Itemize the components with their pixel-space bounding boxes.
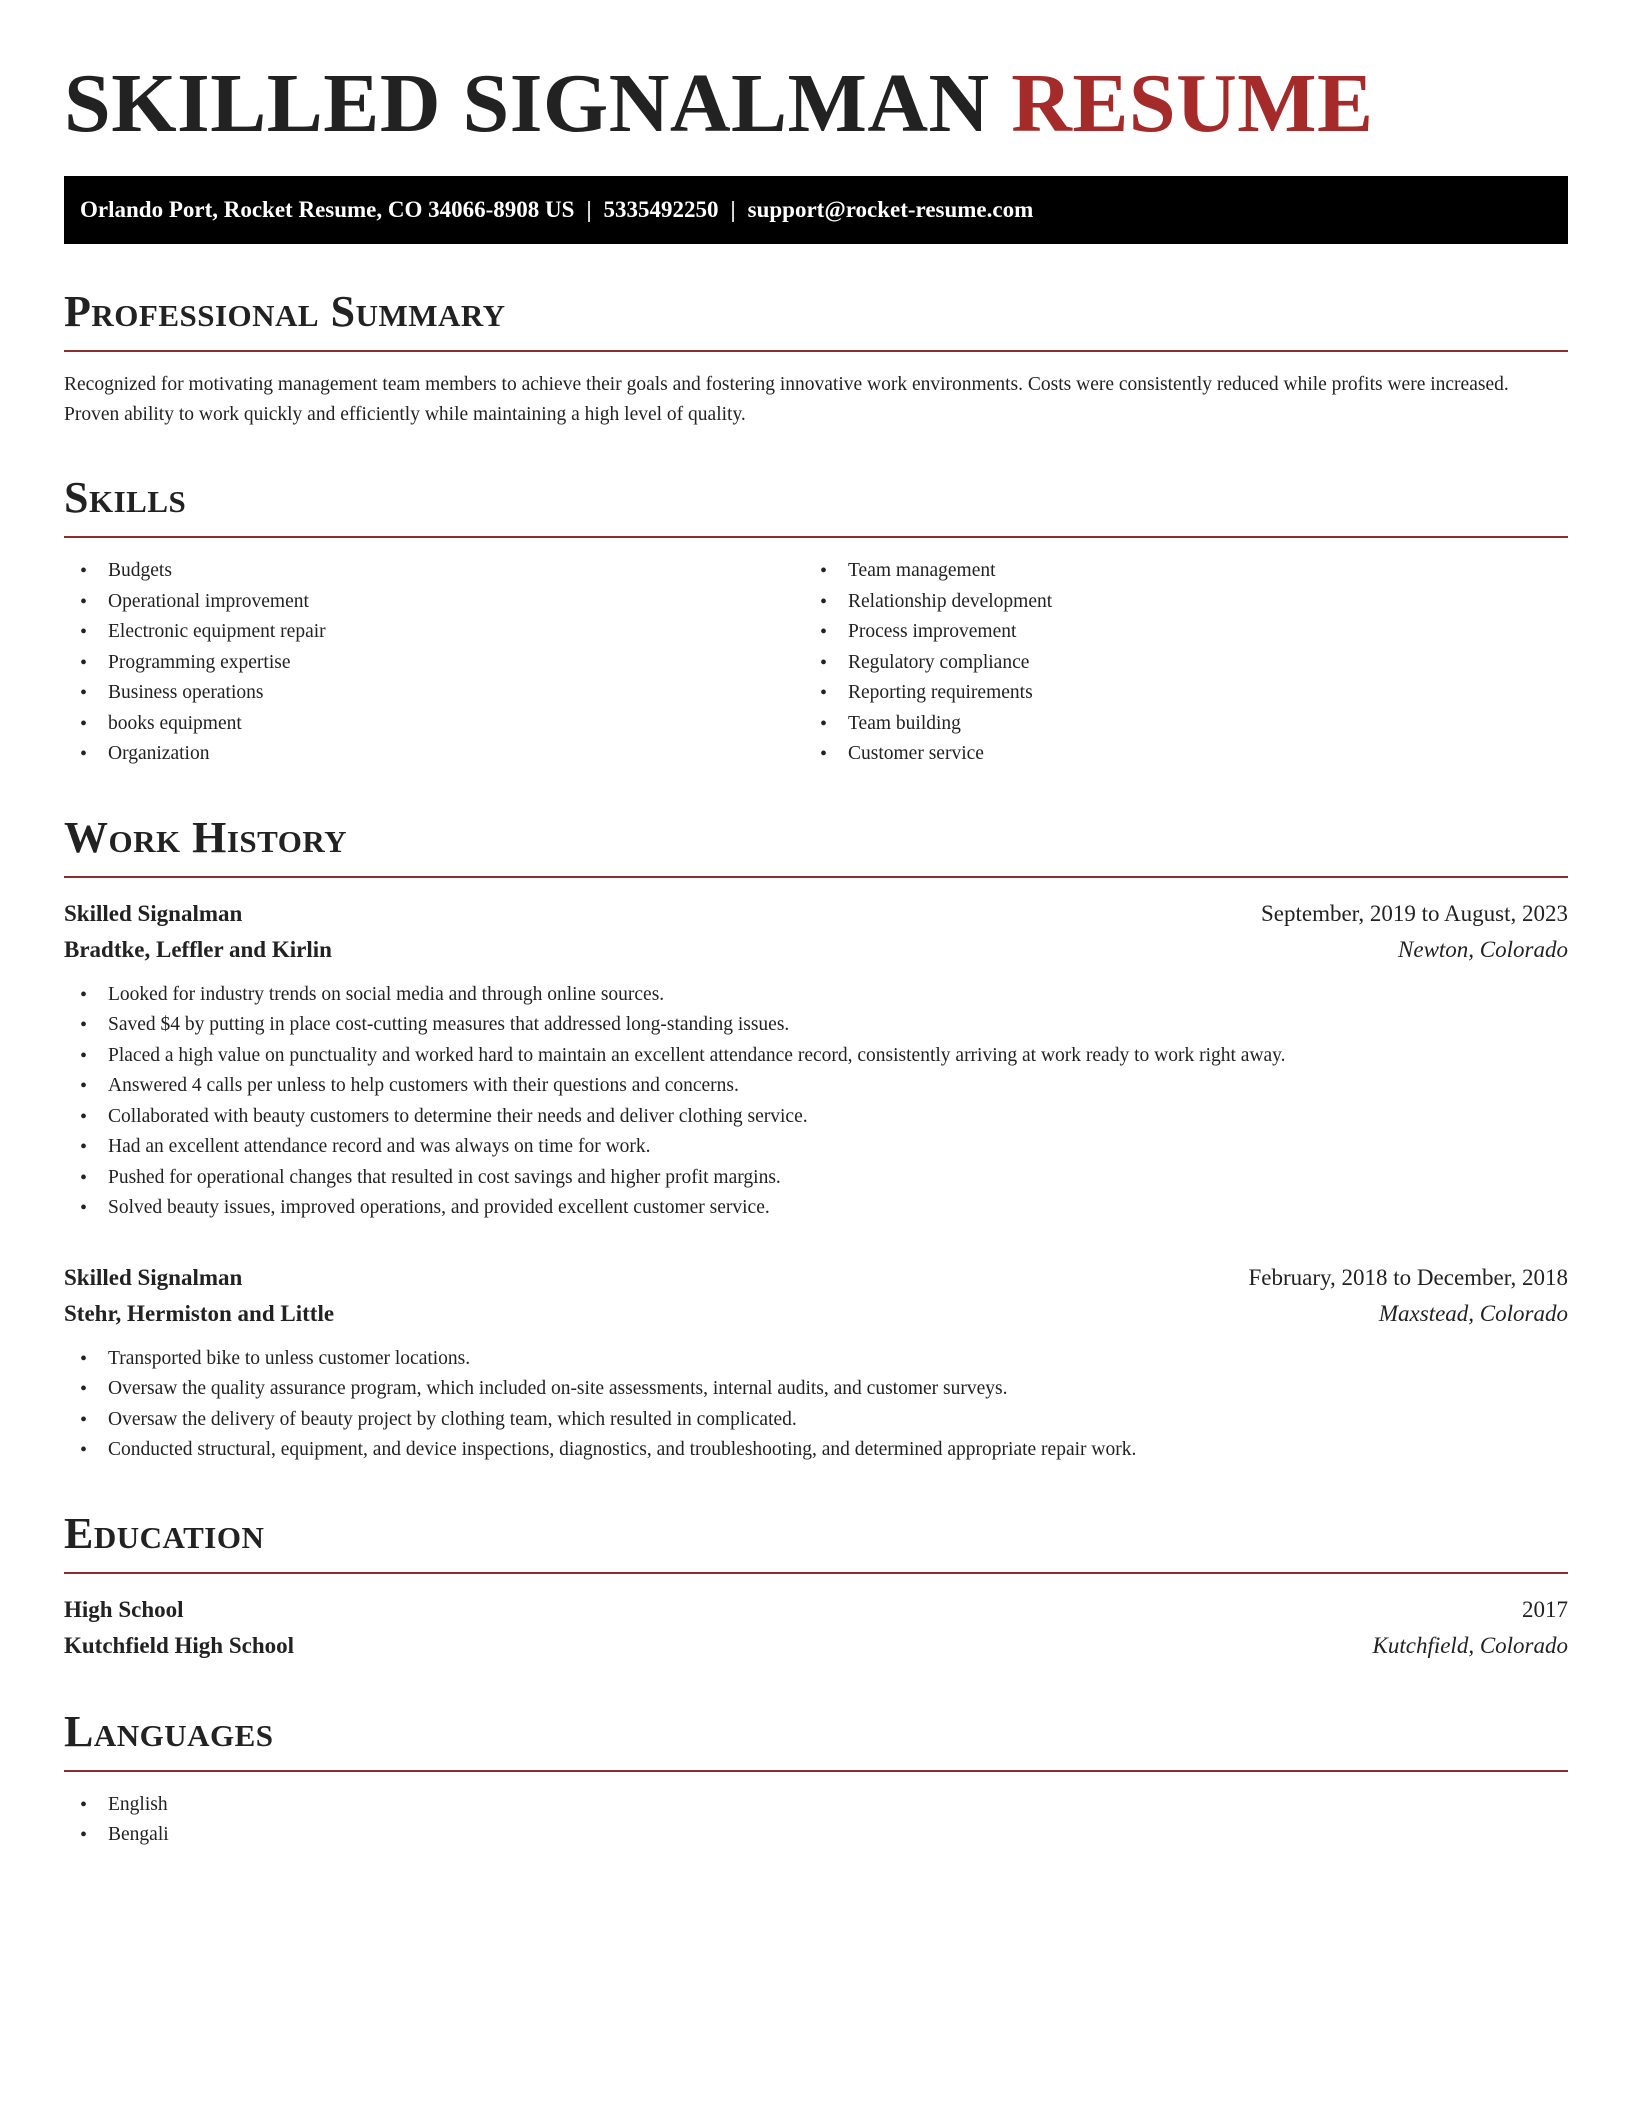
contact-address: Orlando Port, Rocket Resume, CO 34066-8908 US (80, 197, 575, 222)
skill-item: • Organization (80, 739, 804, 770)
language-item: • English (80, 1790, 1568, 1821)
summary-text: Recognized for motivating management team members to achieve their goals and fostering innovative work environments. Costs were consistently reduced while profits were increased. Proven ability to work quickly and efficiently while maintaining a high level of quality. (64, 374, 1509, 425)
title-accent: RESUME (1011, 57, 1374, 150)
job-title: Skilled Signalman (64, 900, 243, 926)
job-company: Bradtke, Leffler and Kirlin (64, 936, 332, 962)
education-degree: High School (64, 1596, 184, 1622)
skill-item: • Budgets (80, 556, 804, 587)
job-duty: • Solved beauty issues, improved operations, and provided excellent customer service. (80, 1193, 1568, 1224)
job-company-row (64, 932, 1568, 968)
job-duty: • Transported bike to unless customer locations. (80, 1344, 1568, 1375)
skill-item: • Programming expertise (80, 648, 804, 679)
education-degree-row (64, 1592, 1568, 1628)
job-duty: • Collaborated with beauty customers to determine their needs and deliver clothing service. (80, 1102, 1568, 1133)
skills-section (64, 474, 1568, 770)
skill-item: • Team management (820, 556, 1544, 587)
job-duty: • Looked for industry trends on social media and through online sources. (80, 980, 1568, 1011)
languages-section (64, 1708, 1568, 1851)
education-entry (64, 1592, 1568, 1664)
resume-title (64, 56, 1568, 152)
job-duty: • Answered 4 calls per unless to help customers with their questions and concerns. (80, 1071, 1568, 1102)
skill-item: • Business operations (80, 678, 804, 709)
job-entry (64, 896, 1568, 1224)
section-divider (64, 536, 1568, 538)
skill-item: • Customer service (820, 739, 1544, 770)
title-main: SKILLED SIGNALMAN (64, 57, 990, 150)
skill-item: • Electronic equipment repair (80, 617, 804, 648)
job-duty: • Saved $4 by putting in place cost-cutting measures that addressed long-standing issues. (80, 1010, 1568, 1041)
education-section (64, 1510, 1568, 1664)
skill-item: • Operational improvement (80, 587, 804, 618)
job-duties-list (64, 980, 1568, 1224)
job-header-row (64, 1260, 1568, 1296)
job-duties-list (64, 1344, 1568, 1466)
education-school: Kutchfield High School (64, 1632, 295, 1658)
skill-item: • Process improvement (820, 617, 1544, 648)
education-school-row (64, 1628, 1568, 1664)
job-entry (64, 1260, 1568, 1466)
skill-item: • books equipment (80, 709, 804, 740)
languages-heading: Languages (64, 1706, 274, 1756)
job-duty: • Pushed for operational changes that resulted in cost savings and higher profit margins. (80, 1163, 1568, 1194)
job-location: Newton, Colorado (1398, 936, 1568, 962)
contact-phone: 5335492250 (603, 197, 719, 222)
job-dates: February, 2018 to December, 2018 (1248, 1264, 1568, 1290)
skills-list-left (64, 556, 804, 770)
contact-bar (64, 176, 1568, 244)
section-divider (64, 1770, 1568, 1772)
summary-heading: Professional Summary (64, 287, 506, 336)
section-divider (64, 876, 1568, 878)
language-item: • Bengali (80, 1820, 1568, 1851)
work-history-heading: Work History (64, 812, 348, 862)
education-heading: Education (64, 1508, 265, 1558)
job-duty: • Oversaw the quality assurance program, which included on-site assessments, internal audits, and customer surveys. (80, 1374, 1568, 1405)
job-duty: • Placed a high value on punctuality and worked hard to maintain an excellent attendance record, consistently arriving at work ready to work right away. (80, 1041, 1568, 1072)
job-company: Stehr, Hermiston and Little (64, 1300, 335, 1326)
contact-separator: | (730, 197, 736, 222)
summary-section (64, 288, 1568, 430)
job-dates: September, 2019 to August, 2023 (1260, 900, 1568, 926)
section-divider (64, 1572, 1568, 1574)
contact-email: support@rocket-resume.com (747, 197, 1034, 222)
education-year: 2017 (1522, 1596, 1568, 1622)
job-duty: • Had an excellent attendance record and was always on time for work. (80, 1132, 1568, 1163)
job-company-row (64, 1296, 1568, 1332)
work-history-section (64, 814, 1568, 1466)
job-duty: • Conducted structural, equipment, and device inspections, diagnostics, and troubleshooting, and determined appropriate repair work. (80, 1435, 1568, 1466)
skill-item: • Reporting requirements (820, 678, 1544, 709)
skill-item: • Relationship development (820, 587, 1544, 618)
education-location: Kutchfield, Colorado (1372, 1632, 1568, 1658)
job-header-row (64, 896, 1568, 932)
job-title: Skilled Signalman (64, 1264, 243, 1290)
skills-heading: Skills (64, 473, 187, 522)
job-location: Maxstead, Colorado (1378, 1300, 1568, 1326)
skills-list-right (804, 556, 1544, 770)
skills-columns (64, 556, 1568, 770)
languages-list (64, 1790, 1568, 1851)
skill-item: • Team building (820, 709, 1544, 740)
section-divider (64, 350, 1568, 352)
job-duty: • Oversaw the delivery of beauty project by clothing team, which resulted in complicated. (80, 1405, 1568, 1436)
contact-separator: | (586, 197, 592, 222)
skill-item: • Regulatory compliance (820, 648, 1544, 679)
